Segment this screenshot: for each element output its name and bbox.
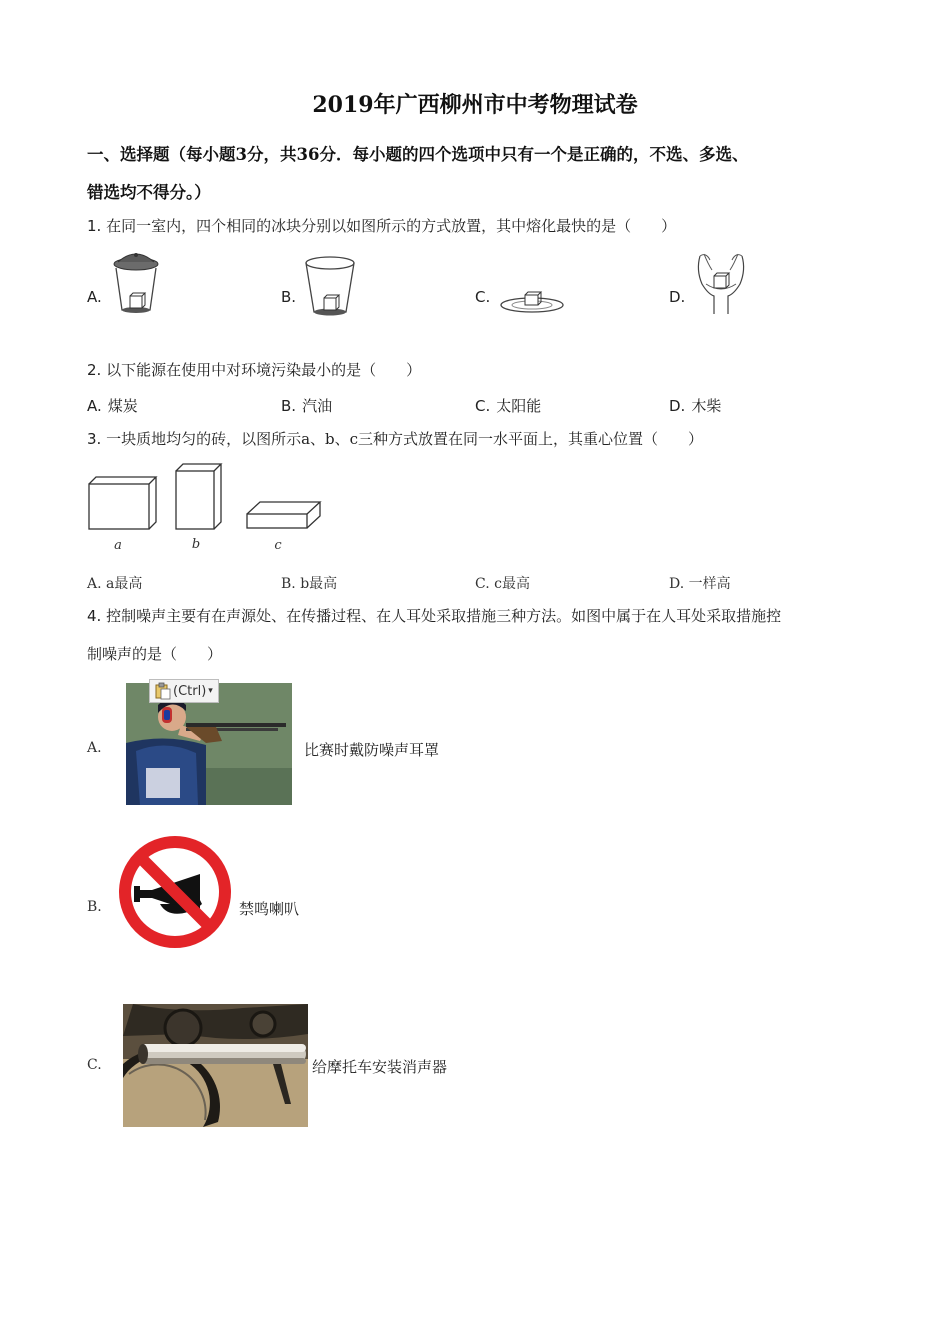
clipboard-icon: [153, 682, 173, 700]
q2-option-b-letter: B.: [281, 397, 297, 415]
q1-option-a: [87, 288, 108, 306]
question-3-text: 一块质地均匀的砖，以图所示a、b、c三种方式放置在同一水平面上，其重心位置（ ）: [106, 430, 704, 448]
q2-option-c-text: 太阳能: [496, 397, 542, 415]
question-3-number: 3.: [87, 430, 102, 448]
section-heading: [87, 136, 877, 212]
section-heading-line1: 一、选择题（每小题3分，共36分．每小题的四个选项中只有一个是正确的，不选、多选、: [87, 145, 749, 164]
paste-options-badge[interactable]: [149, 679, 219, 703]
brick-b-label: b: [191, 537, 201, 552]
q2-option-d-letter: D.: [669, 397, 686, 415]
question-3: [87, 428, 703, 449]
brick-placements-figure: [84, 462, 329, 557]
question-2-text: 以下能源在使用中对环境污染最小的是（ ）: [106, 361, 422, 379]
q1-option-c: [475, 288, 496, 306]
q2-option-d-text: 木柴: [691, 397, 722, 415]
brick-c: [247, 502, 320, 528]
question-1-number: 1.: [87, 217, 102, 235]
plate-ice-figure: [498, 286, 566, 318]
q3-option-c: C. c最高: [475, 576, 530, 592]
question-4-text-line1: 控制噪声主要有在声源处、在传播过程、在人耳处采取措施三种方法。如图中属于在人耳处采取措施控: [106, 607, 782, 625]
q1-option-c-letter: C.: [475, 288, 491, 306]
q2-option-c: [475, 395, 541, 416]
page-title: 2019年广西柳州市中考物理试卷: [312, 92, 638, 118]
question-1: [87, 215, 676, 236]
q1-option-a-letter: A.: [87, 288, 102, 306]
q1-option-b: [281, 288, 302, 306]
q2-option-d: [669, 395, 721, 416]
question-1-text: 在同一室内，四个相同的冰块分别以如图所示的方式放置，其中熔化最快的是（ ）: [106, 217, 677, 235]
chevron-down-icon: ▾: [208, 686, 213, 696]
q4-option-c-letter: C.: [87, 1057, 102, 1073]
q4-option-a-caption: 比赛时戴防噪声耳罩: [304, 741, 440, 759]
q1-option-b-letter: B.: [281, 288, 297, 306]
q1-option-d: [669, 288, 691, 306]
brick-a-label: a: [114, 538, 122, 553]
motorbike-muffler-photo: [123, 1004, 308, 1127]
q2-option-b: [281, 395, 332, 416]
brick-c-label: c: [274, 538, 282, 553]
q3-option-d: D. 一样高: [669, 576, 731, 592]
q3-option-b: B. b最高: [281, 576, 338, 592]
q2-option-a-text: 煤炭: [107, 397, 138, 415]
q3-option-a: A. a最高: [87, 576, 143, 592]
q2-option-c-letter: C.: [475, 397, 491, 415]
q4-option-b-caption: 禁鸣喇叭: [239, 900, 300, 918]
section-heading-line2: 错选均不得分。）: [87, 183, 211, 202]
brick-b: [176, 464, 221, 529]
open-cup-ice-figure: [302, 254, 358, 318]
question-2: [87, 359, 421, 380]
question-4-text-line2: 制噪声的是（ ）: [87, 645, 223, 663]
hands-holding-ice-figure: [692, 250, 750, 318]
q4-option-a-letter: A.: [87, 740, 102, 756]
q2-option-b-text: 汽油: [302, 397, 333, 415]
q1-option-d-letter: D.: [669, 288, 686, 306]
question-2-number: 2.: [87, 361, 102, 379]
q2-option-a-letter: A.: [87, 397, 102, 415]
covered-cup-ice-figure: [108, 250, 164, 316]
brick-a: [89, 477, 156, 529]
q4-option-b-letter: B.: [87, 899, 102, 915]
no-horn-sign: [116, 834, 234, 950]
q2-option-a: [87, 395, 138, 416]
question-4-number: 4.: [87, 607, 102, 625]
paste-options-label: (Ctrl): [173, 683, 207, 699]
q4-option-c-caption: 给摩托车安装消声器: [312, 1058, 448, 1076]
question-4: [87, 597, 781, 673]
